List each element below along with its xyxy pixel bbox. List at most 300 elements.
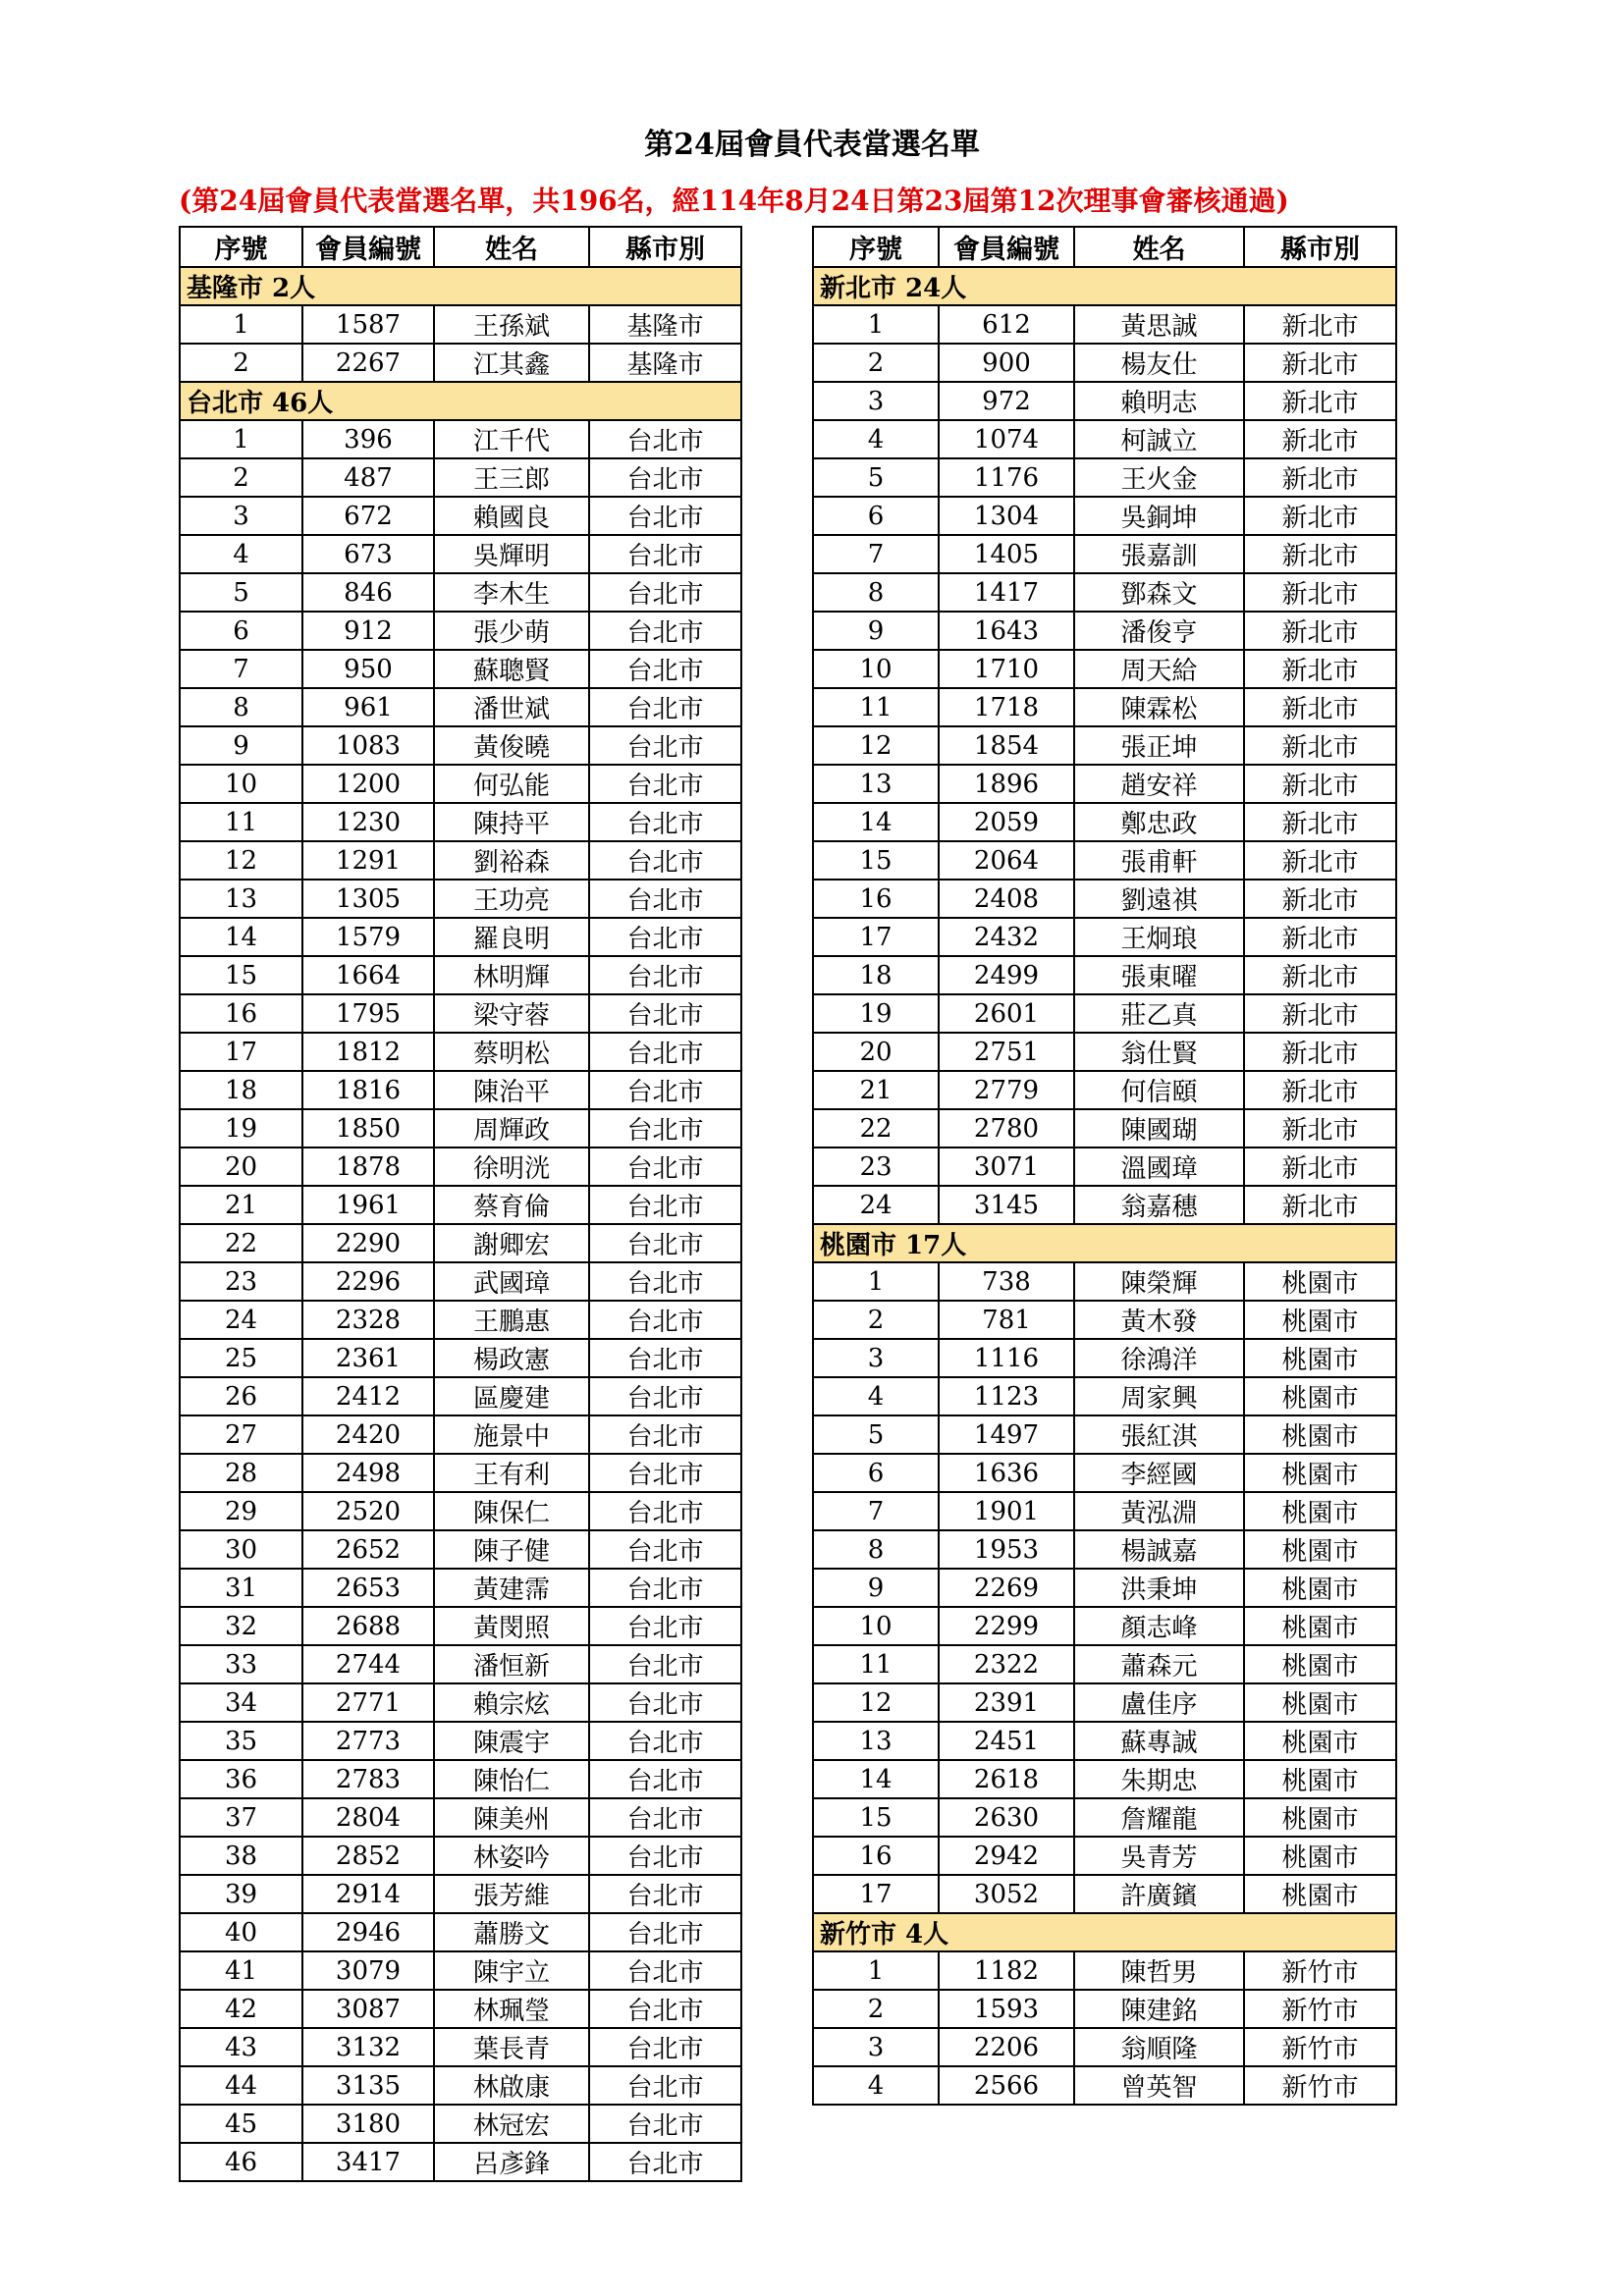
header-member-id: 會員編號 [302, 227, 434, 267]
city-cell: 桃園市 [1244, 1798, 1396, 1837]
member-id-cell: 1795 [302, 994, 434, 1033]
right-roster-table [812, 226, 1397, 2106]
seq-cell: 22 [813, 1109, 939, 1148]
seq-cell: 8 [813, 1530, 939, 1569]
seq-cell: 11 [813, 688, 939, 726]
city-cell: 台北市 [589, 1224, 741, 1262]
name-cell: 何信頤 [1074, 1071, 1244, 1109]
table-row [813, 956, 1396, 994]
member-id-cell: 1074 [939, 420, 1074, 458]
left-roster-body [180, 267, 741, 2181]
table-row [813, 1645, 1396, 1683]
member-id-cell: 2328 [302, 1301, 434, 1339]
member-id-cell: 2942 [939, 1837, 1074, 1875]
city-cell: 台北市 [589, 458, 741, 497]
member-id-cell: 1901 [939, 1492, 1074, 1530]
name-cell: 劉遠祺 [1074, 880, 1244, 918]
member-id-cell: 1816 [302, 1071, 434, 1109]
name-cell: 鄧森文 [1074, 573, 1244, 612]
name-cell: 陳治平 [434, 1071, 589, 1109]
group-heading-row [813, 267, 1396, 305]
seq-cell: 16 [813, 1837, 939, 1875]
name-cell: 王炯琅 [1074, 918, 1244, 956]
header-seq: 序號 [180, 227, 302, 267]
name-cell: 張東曜 [1074, 956, 1244, 994]
city-cell: 台北市 [589, 765, 741, 803]
table-row [180, 956, 741, 994]
member-id-cell: 612 [939, 305, 1074, 344]
table-row [813, 803, 1396, 841]
city-cell: 台北市 [589, 2066, 741, 2105]
city-cell: 台北市 [589, 2105, 741, 2143]
member-id-cell: 1850 [302, 1109, 434, 1148]
name-cell: 吳銅坤 [1074, 497, 1244, 535]
seq-cell: 5 [813, 1415, 939, 1454]
table-row [813, 726, 1396, 765]
table-row [813, 765, 1396, 803]
city-cell: 桃園市 [1244, 1339, 1396, 1377]
name-cell: 黃木發 [1074, 1301, 1244, 1339]
name-cell: 黃泓淵 [1074, 1492, 1244, 1530]
city-cell: 台北市 [589, 1339, 741, 1377]
name-cell: 陳美州 [434, 1798, 589, 1837]
city-cell: 台北市 [589, 803, 741, 841]
seq-cell: 12 [813, 1683, 939, 1722]
seq-cell: 18 [180, 1071, 302, 1109]
member-id-cell: 2779 [939, 1071, 1074, 1109]
seq-cell: 18 [813, 956, 939, 994]
name-cell: 陳子健 [434, 1530, 589, 1569]
name-cell: 呂彥鋒 [434, 2143, 589, 2181]
table-row [180, 726, 741, 765]
member-id-cell: 2206 [939, 2028, 1074, 2066]
member-id-cell: 2498 [302, 1454, 434, 1492]
member-id-cell: 2751 [939, 1033, 1074, 1071]
seq-cell: 28 [180, 1454, 302, 1492]
seq-cell: 20 [813, 1033, 939, 1071]
table-row [180, 1415, 741, 1454]
table-row [813, 458, 1396, 497]
table-row [180, 1798, 741, 1837]
table-row [180, 2028, 741, 2066]
member-id-cell: 2059 [939, 803, 1074, 841]
table-row [813, 1301, 1396, 1339]
member-id-cell: 1953 [939, 1530, 1074, 1569]
name-cell: 曾英智 [1074, 2066, 1244, 2105]
city-cell: 桃園市 [1244, 1301, 1396, 1339]
member-id-cell: 3417 [302, 2143, 434, 2181]
city-cell: 台北市 [589, 1301, 741, 1339]
table-row [813, 2066, 1396, 2105]
name-cell: 陳榮輝 [1074, 1262, 1244, 1301]
city-cell: 台北市 [589, 1109, 741, 1148]
table-row [813, 1492, 1396, 1530]
city-cell: 新北市 [1244, 458, 1396, 497]
city-cell: 桃園市 [1244, 1530, 1396, 1569]
name-cell: 梁守蓉 [434, 994, 589, 1033]
seq-cell: 46 [180, 2143, 302, 2181]
member-id-cell: 1812 [302, 1033, 434, 1071]
city-cell: 新北市 [1244, 650, 1396, 688]
table-row [813, 1760, 1396, 1798]
seq-cell: 8 [813, 573, 939, 612]
table-row [813, 344, 1396, 382]
city-cell: 桃園市 [1244, 1454, 1396, 1492]
header-city: 縣市別 [1244, 227, 1396, 267]
seq-cell: 3 [813, 2028, 939, 2066]
city-cell: 台北市 [589, 1569, 741, 1607]
group-heading-row [813, 1913, 1396, 1951]
seq-cell: 3 [813, 382, 939, 420]
table-row [180, 1301, 741, 1339]
city-cell: 台北市 [589, 1033, 741, 1071]
table-row [813, 535, 1396, 573]
member-id-cell: 487 [302, 458, 434, 497]
city-cell: 桃園市 [1244, 1607, 1396, 1645]
table-row [813, 612, 1396, 650]
member-id-cell: 2296 [302, 1262, 434, 1301]
city-cell: 新北市 [1244, 994, 1396, 1033]
name-cell: 王孫斌 [434, 305, 589, 344]
city-cell: 新北市 [1244, 1033, 1396, 1071]
table-row [180, 1454, 741, 1492]
seq-cell: 6 [180, 612, 302, 650]
city-cell: 新北市 [1244, 497, 1396, 535]
name-cell: 陳保仁 [434, 1492, 589, 1530]
member-id-cell: 1664 [302, 956, 434, 994]
member-id-cell: 1579 [302, 918, 434, 956]
member-id-cell: 2630 [939, 1798, 1074, 1837]
member-id-cell: 3087 [302, 1990, 434, 2028]
city-cell: 台北市 [589, 956, 741, 994]
city-cell: 新北市 [1244, 688, 1396, 726]
table-row [813, 573, 1396, 612]
table-row [180, 841, 741, 880]
table-row [180, 2066, 741, 2105]
seq-cell: 17 [813, 918, 939, 956]
table-row [180, 2143, 741, 2181]
table-row [180, 458, 741, 497]
table-row [180, 1530, 741, 1569]
table-row [180, 803, 741, 841]
table-row [813, 650, 1396, 688]
member-id-cell: 972 [939, 382, 1074, 420]
member-id-cell: 3071 [939, 1148, 1074, 1186]
city-cell: 台北市 [589, 1683, 741, 1722]
member-id-cell: 961 [302, 688, 434, 726]
name-cell: 顏志峰 [1074, 1607, 1244, 1645]
member-id-cell: 1896 [939, 765, 1074, 803]
city-cell: 桃園市 [1244, 1377, 1396, 1415]
seq-cell: 12 [180, 841, 302, 880]
city-cell: 桃園市 [1244, 1683, 1396, 1722]
table-row [180, 1990, 741, 2028]
member-id-cell: 1123 [939, 1377, 1074, 1415]
table-row [813, 1186, 1396, 1224]
seq-cell: 13 [813, 765, 939, 803]
name-cell: 張紅淇 [1074, 1415, 1244, 1454]
table-row [813, 880, 1396, 918]
member-id-cell: 1116 [939, 1339, 1074, 1377]
member-id-cell: 1718 [939, 688, 1074, 726]
member-id-cell: 3052 [939, 1875, 1074, 1913]
table-row [813, 1339, 1396, 1377]
name-cell: 陳持平 [434, 803, 589, 841]
seq-cell: 37 [180, 1798, 302, 1837]
seq-cell: 34 [180, 1683, 302, 1722]
name-cell: 區慶建 [434, 1377, 589, 1415]
city-cell: 台北市 [589, 1186, 741, 1224]
city-cell: 台北市 [589, 1492, 741, 1530]
member-id-cell: 3079 [302, 1951, 434, 1990]
seq-cell: 19 [180, 1109, 302, 1148]
name-cell: 陳怡仁 [434, 1760, 589, 1798]
city-cell: 桃園市 [1244, 1645, 1396, 1683]
name-cell: 黃俊曉 [434, 726, 589, 765]
document-title: 第24屆會員代表當選名單 [644, 128, 980, 162]
name-cell: 潘世斌 [434, 688, 589, 726]
name-cell: 王鵬惠 [434, 1301, 589, 1339]
table-row [813, 841, 1396, 880]
name-cell: 王功亮 [434, 880, 589, 918]
city-cell: 新北市 [1244, 305, 1396, 344]
city-cell: 台北市 [589, 2143, 741, 2181]
name-cell: 陳宇立 [434, 1951, 589, 1990]
member-id-cell: 1878 [302, 1148, 434, 1186]
member-id-cell: 396 [302, 420, 434, 458]
name-cell: 王火金 [1074, 458, 1244, 497]
seq-cell: 9 [813, 612, 939, 650]
member-id-cell: 1405 [939, 535, 1074, 573]
seq-cell: 10 [180, 765, 302, 803]
member-id-cell: 1083 [302, 726, 434, 765]
name-cell: 周天給 [1074, 650, 1244, 688]
city-cell: 台北市 [589, 2028, 741, 2066]
seq-cell: 15 [813, 841, 939, 880]
table-row [180, 344, 741, 382]
name-cell: 朱期忠 [1074, 1760, 1244, 1798]
member-id-cell: 673 [302, 535, 434, 573]
table-row [180, 1683, 741, 1722]
table-row [813, 1722, 1396, 1760]
city-cell: 新北市 [1244, 803, 1396, 841]
table-row [180, 1760, 741, 1798]
city-cell: 桃園市 [1244, 1837, 1396, 1875]
member-id-cell: 2299 [939, 1607, 1074, 1645]
city-cell: 新北市 [1244, 1186, 1396, 1224]
name-cell: 鄭忠政 [1074, 803, 1244, 841]
seq-cell: 2 [813, 344, 939, 382]
table-row [813, 1569, 1396, 1607]
member-id-cell: 1710 [939, 650, 1074, 688]
table-row [180, 1262, 741, 1301]
name-cell: 張甫軒 [1074, 841, 1244, 880]
city-cell: 桃園市 [1244, 1760, 1396, 1798]
header-seq: 序號 [813, 227, 939, 267]
member-id-cell: 2361 [302, 1339, 434, 1377]
header-name: 姓名 [1074, 227, 1244, 267]
seq-cell: 26 [180, 1377, 302, 1415]
table-row [813, 1071, 1396, 1109]
city-cell: 台北市 [589, 497, 741, 535]
city-cell: 桃園市 [1244, 1262, 1396, 1301]
table-row [180, 1645, 741, 1683]
table-row [813, 688, 1396, 726]
name-cell: 王三郎 [434, 458, 589, 497]
city-cell: 桃園市 [1244, 1722, 1396, 1760]
member-id-cell: 3135 [302, 2066, 434, 2105]
header-row [180, 227, 741, 267]
seq-cell: 36 [180, 1760, 302, 1798]
seq-cell: 25 [180, 1339, 302, 1377]
seq-cell: 24 [180, 1301, 302, 1339]
seq-cell: 14 [813, 1760, 939, 1798]
table-row [180, 535, 741, 573]
seq-cell: 14 [180, 918, 302, 956]
seq-cell: 1 [180, 420, 302, 458]
city-cell: 桃園市 [1244, 1415, 1396, 1454]
table-row [813, 382, 1396, 420]
member-id-cell: 2412 [302, 1377, 434, 1415]
table-row [813, 1683, 1396, 1722]
table-row [180, 1377, 741, 1415]
member-id-cell: 912 [302, 612, 434, 650]
seq-cell: 42 [180, 1990, 302, 2028]
member-id-cell: 2783 [302, 1760, 434, 1798]
seq-cell: 15 [180, 956, 302, 994]
table-row [813, 1454, 1396, 1492]
name-cell: 陳震宇 [434, 1722, 589, 1760]
name-cell: 吳青芳 [1074, 1837, 1244, 1875]
header-city: 縣市別 [589, 227, 741, 267]
city-cell: 台北市 [589, 1837, 741, 1875]
member-id-cell: 2688 [302, 1607, 434, 1645]
name-cell: 楊誠嘉 [1074, 1530, 1244, 1569]
seq-cell: 24 [813, 1186, 939, 1224]
city-cell: 台北市 [589, 994, 741, 1033]
table-row [813, 2028, 1396, 2066]
table-row [813, 1033, 1396, 1071]
city-cell: 新北市 [1244, 765, 1396, 803]
group-heading-row [813, 1224, 1396, 1262]
table-row [180, 1186, 741, 1224]
city-cell: 新北市 [1244, 1148, 1396, 1186]
document-subtitle: (第24屆會員代表當選名單，共196名，經114年8月24日第23屆第12次理事會審核通過) [179, 185, 1289, 217]
table-row [813, 1837, 1396, 1875]
city-cell: 台北市 [589, 1760, 741, 1798]
member-id-cell: 2566 [939, 2066, 1074, 2105]
member-id-cell: 2451 [939, 1722, 1074, 1760]
name-cell: 蕭森元 [1074, 1645, 1244, 1683]
table-row [813, 1607, 1396, 1645]
city-cell: 新北市 [1244, 612, 1396, 650]
header-member-id: 會員編號 [939, 227, 1074, 267]
group-heading: 新北市 24人 [813, 267, 1396, 305]
seq-cell: 16 [180, 994, 302, 1033]
name-cell: 陳霖松 [1074, 688, 1244, 726]
member-id-cell: 2601 [939, 994, 1074, 1033]
table-row [180, 880, 741, 918]
name-cell: 楊友仕 [1074, 344, 1244, 382]
member-id-cell: 2267 [302, 344, 434, 382]
table-row [180, 688, 741, 726]
name-cell: 翁順隆 [1074, 2028, 1244, 2066]
seq-cell: 4 [813, 420, 939, 458]
name-cell: 溫國璋 [1074, 1148, 1244, 1186]
city-cell: 新北市 [1244, 382, 1396, 420]
seq-cell: 32 [180, 1607, 302, 1645]
group-heading-row [180, 382, 741, 420]
table-row [813, 1990, 1396, 2028]
city-cell: 新竹市 [1244, 2028, 1396, 2066]
table-row [813, 497, 1396, 535]
seq-cell: 27 [180, 1415, 302, 1454]
city-cell: 台北市 [589, 841, 741, 880]
city-cell: 桃園市 [1244, 1875, 1396, 1913]
seq-cell: 1 [813, 1951, 939, 1990]
name-cell: 陳國瑚 [1074, 1109, 1244, 1148]
seq-cell: 43 [180, 2028, 302, 2066]
seq-cell: 39 [180, 1875, 302, 1913]
city-cell: 台北市 [589, 1415, 741, 1454]
seq-cell: 22 [180, 1224, 302, 1262]
seq-cell: 21 [813, 1071, 939, 1109]
name-cell: 許廣鑌 [1074, 1875, 1244, 1913]
seq-cell: 15 [813, 1798, 939, 1837]
seq-cell: 7 [813, 535, 939, 573]
name-cell: 陳建銘 [1074, 1990, 1244, 2028]
seq-cell: 7 [180, 650, 302, 688]
city-cell: 新北市 [1244, 535, 1396, 573]
table-row [813, 1530, 1396, 1569]
seq-cell: 10 [813, 1607, 939, 1645]
city-cell: 桃園市 [1244, 1569, 1396, 1607]
name-cell: 蘇專誠 [1074, 1722, 1244, 1760]
name-cell: 林明輝 [434, 956, 589, 994]
city-cell: 台北市 [589, 573, 741, 612]
city-cell: 台北市 [589, 1645, 741, 1683]
table-row [180, 1071, 741, 1109]
group-heading: 桃園市 17人 [813, 1224, 1396, 1262]
name-cell: 林啟康 [434, 2066, 589, 2105]
seq-cell: 4 [180, 535, 302, 573]
member-id-cell: 1304 [939, 497, 1074, 535]
table-row [813, 1415, 1396, 1454]
member-id-cell: 3180 [302, 2105, 434, 2143]
seq-cell: 11 [813, 1645, 939, 1683]
name-cell: 羅良明 [434, 918, 589, 956]
member-id-cell: 2432 [939, 918, 1074, 956]
city-cell: 台北市 [589, 420, 741, 458]
member-id-cell: 2852 [302, 1837, 434, 1875]
table-row [180, 1875, 741, 1913]
seq-cell: 2 [813, 1990, 939, 2028]
member-id-cell: 1643 [939, 612, 1074, 650]
table-row [180, 994, 741, 1033]
table-row [813, 1148, 1396, 1186]
city-cell: 新竹市 [1244, 2066, 1396, 2105]
member-id-cell: 1182 [939, 1951, 1074, 1990]
seq-cell: 11 [180, 803, 302, 841]
seq-cell: 9 [813, 1569, 939, 1607]
seq-cell: 2 [180, 458, 302, 497]
name-cell: 潘俊亨 [1074, 612, 1244, 650]
member-id-cell: 1636 [939, 1454, 1074, 1492]
member-id-cell: 846 [302, 573, 434, 612]
table-row [180, 918, 741, 956]
seq-cell: 12 [813, 726, 939, 765]
city-cell: 台北市 [589, 1262, 741, 1301]
